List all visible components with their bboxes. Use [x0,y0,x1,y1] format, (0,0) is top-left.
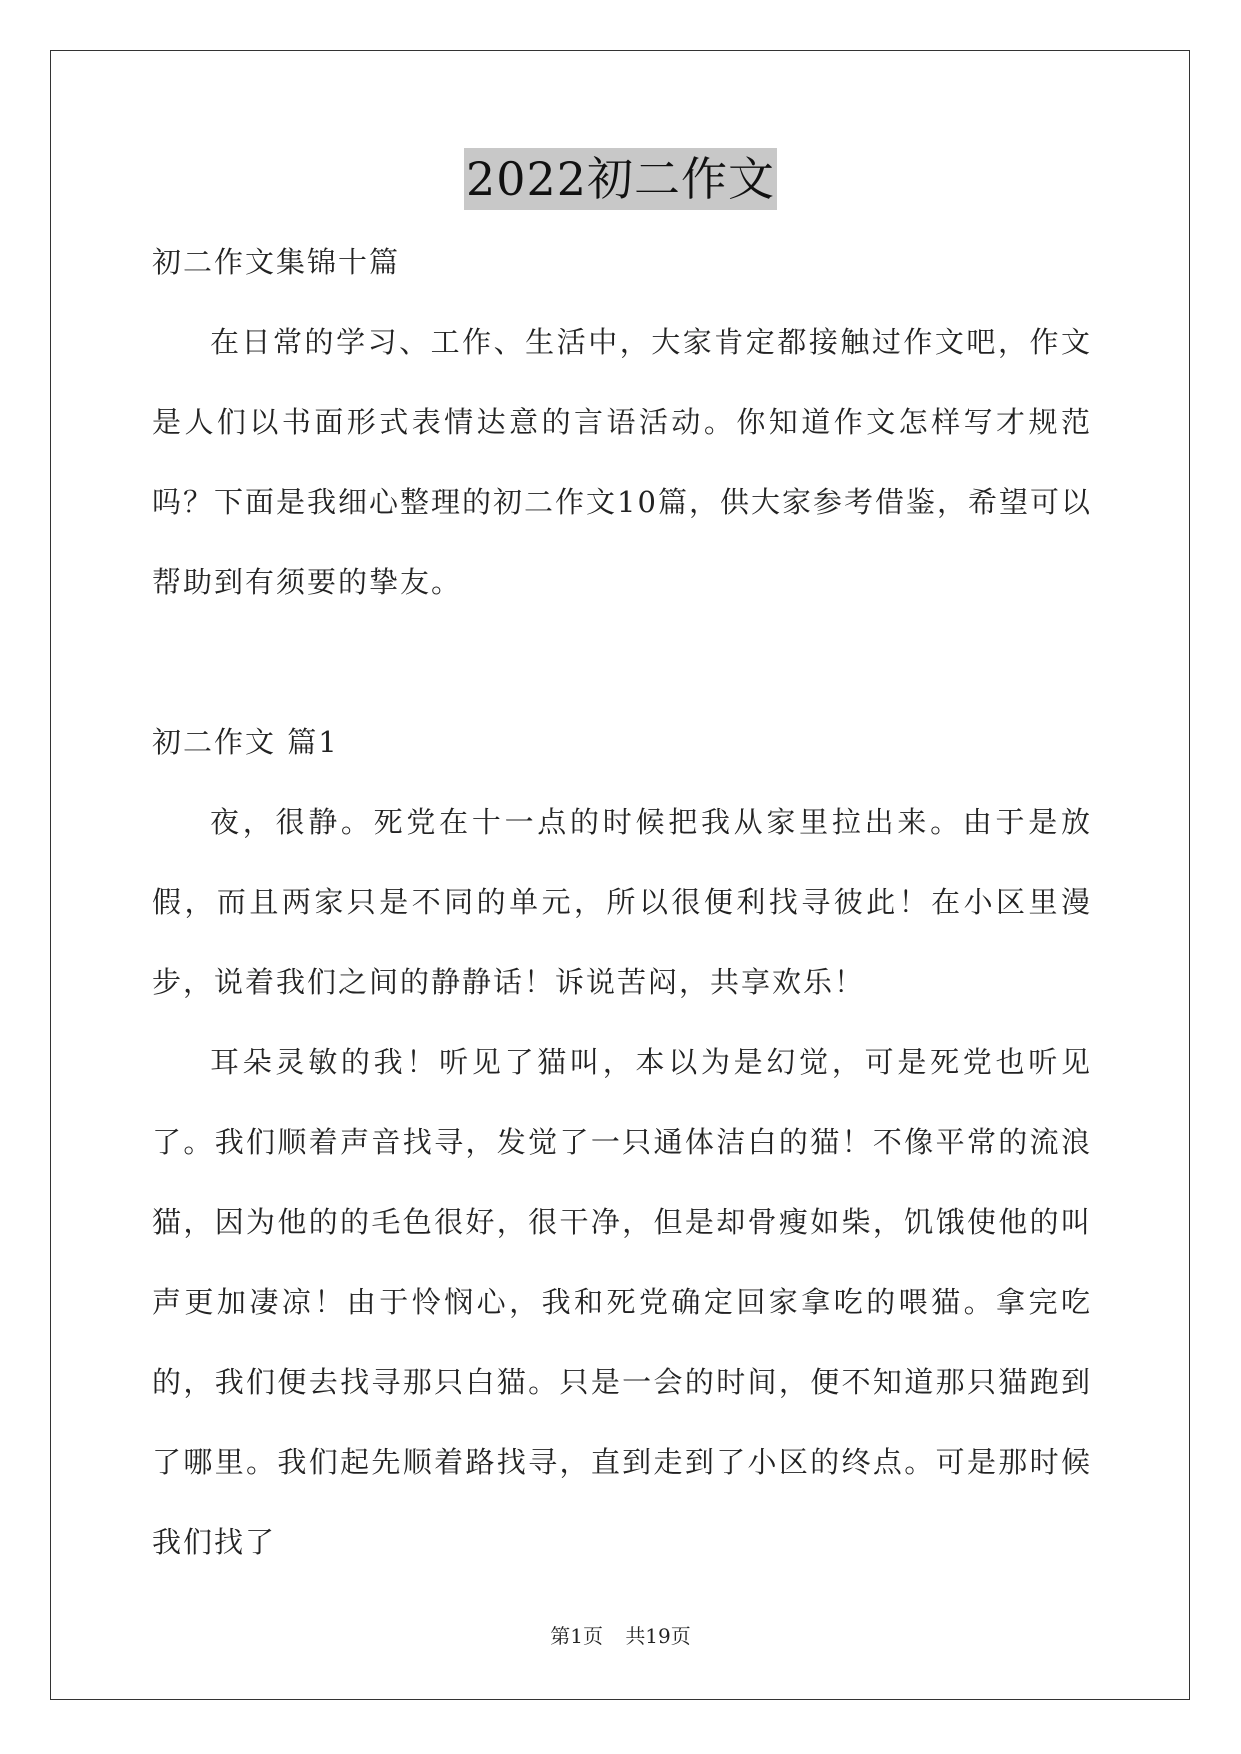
body-paragraph: 夜，很静。死党在十一点的时候把我从家里拉出来。由于是放假，而且两家只是不同的单元，所以很便利找寻彼此！在小区里漫步，说着我们之间的静静话！诉说苦闷，共享欢乐！ [152,805,1092,999]
document-title: 2022初二作文 [464,148,777,210]
section-spacer [152,622,1092,702]
page-footer [0,1622,1241,1650]
intro-paragraph: 在日常的学习、工作、生活中，大家肯定都接触过作文吧，作文是人们以书面形式表情达意的言语活动。你知道作文怎样写才规范吗？下面是我细心整理的初二作文10篇，供大家参考借鉴，希望可以帮助到有须要的挚友。 [152,325,1092,599]
page-number: 第1页 [550,1624,603,1648]
section-heading: 初二作文 篇1 [152,725,339,759]
document-body [152,222,1092,1582]
title-container [0,148,1241,210]
collection-heading: 初二作文集锦十篇 [152,245,401,279]
body-paragraph: 耳朵灵敏的我！听见了猫叫，本以为是幻觉，可是死党也听见了。我们顺着声音找寻，发觉了一只通体洁白的猫！不像平常的流浪猫，因为他的的毛色很好，很干净，但是却骨瘦如柴，饥饿使他的叫声更加凄凉！由于怜悯心，我和死党确定回家拿吃的喂猫。拿完吃的，我们便去找寻那只白猫。只是一会的时间，便不知道那只猫跑到了哪里。我们起先顺着路找寻，直到走到了小区的终点。可是那时候我们找了 [152,1045,1092,1559]
total-pages: 共19页 [625,1624,691,1648]
